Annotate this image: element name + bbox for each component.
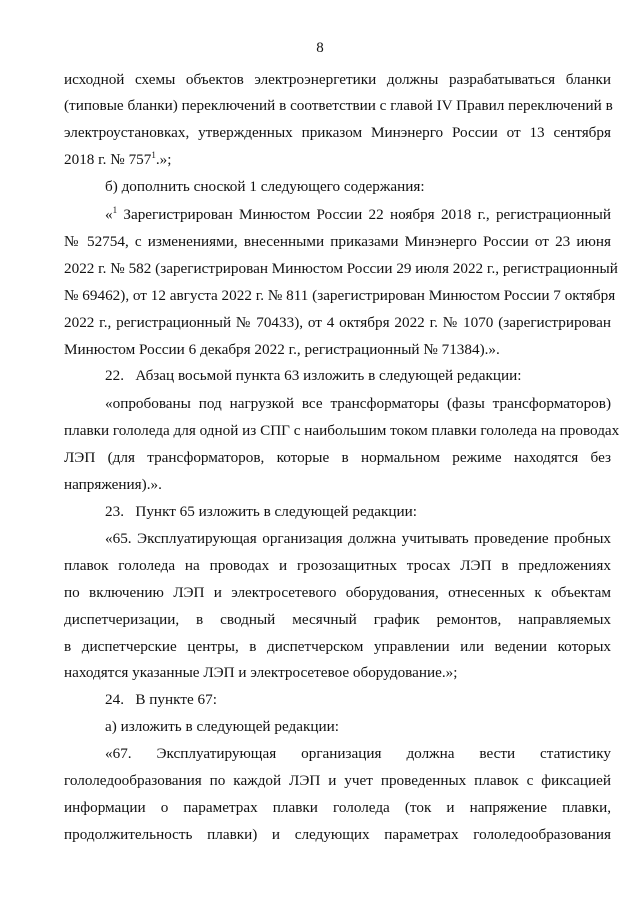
text-line-main: «67. Эксплуатирующая организация должна вести статистику [105, 745, 611, 762]
text-line-tail: .»; [155, 151, 172, 168]
text-line-main: б) дополнить сноской 1 следующего содержания: [105, 178, 425, 195]
text-line-main: № 69462), от 12 августа 2022 г. № 811 (зарегистрирован Минюстом России 7 октября [64, 287, 616, 304]
text-line-main: исходной схемы объектов электроэнергетики должны разрабатываться бланки [64, 71, 611, 88]
text-line-main: в диспетчерские центры, в диспетчерском управлении или ведении которых [64, 638, 611, 655]
text-line-main: Минюстом России 6 декабря 2022 г., регистрационный № 71384).». [64, 341, 500, 358]
text-line [64, 476, 611, 494]
text-line [64, 341, 611, 359]
text-line-main: диспетчеризации, в сводный месячный график ремонтов, направляемых [64, 611, 611, 628]
text-line-main: гололедообразования по каждой ЛЭП и учет проведенных плавок с фиксацией [64, 772, 611, 789]
text-line-main: напряжения).». [64, 476, 162, 493]
text-line [105, 745, 611, 763]
text-line-main: а) изложить в следующей редакции: [105, 718, 339, 735]
text-line-main: 23. Пункт 65 изложить в следующей редакции: [105, 503, 418, 520]
text-line-main: 2022 г. № 582 (зарегистрирован Минюстом России 29 июля 2022 г., регистрационный [64, 260, 618, 277]
text-line-main: плавки гололеда для одной из СПГ с наибольшим током плавки гололеда на проводах [64, 422, 620, 439]
text-line-main: ЛЭП (для трансформаторов, которые в нормальном режиме находятся без [64, 449, 611, 466]
text-line [64, 233, 611, 251]
text-line [64, 799, 611, 817]
text-line [105, 178, 611, 196]
text-line [105, 206, 611, 224]
footnote-marker: 1 [112, 205, 118, 215]
text-line [64, 260, 618, 278]
text-line [105, 503, 611, 521]
text-line-main: по включению ЛЭП и электросетевого оборудования, отнесенных к объектам [64, 584, 611, 601]
text-line [64, 97, 611, 115]
text-line-main: № 52754, с изменениями, внесенными приказами Минэнерго России от 23 июня [64, 233, 611, 250]
text-line-main: 2022 г., регистрационный № 70433), от 4 октября 2022 г. № 1070 (зарегистрирован [64, 314, 611, 331]
text-line-main: «65. Эксплуатирующая организация должна учитывать проведение пробных [105, 530, 611, 547]
text-line [64, 422, 620, 440]
text-line-main: информации о параметрах плавки гололеда (ток и напряжение плавки, [64, 799, 611, 816]
text-line [64, 611, 611, 629]
text-line-main: продолжительность плавки) и следующих параметрах гололедообразования [64, 826, 611, 843]
text-line-main: «опробованы под нагрузкой все трансформаторы (фазы трансформаторов) [105, 395, 611, 412]
text-line [64, 772, 611, 790]
text-line [64, 557, 611, 575]
text-line [64, 124, 611, 142]
text-line [64, 71, 611, 89]
text-line [64, 584, 611, 602]
text-line-main: 22. Абзац восьмой пункта 63 изложить в следующей редакции: [105, 367, 522, 384]
text-line [64, 151, 611, 169]
text-line-main: 2018 г. № 757 [64, 151, 152, 168]
text-line-main: находятся указанные ЛЭП и электросетевое оборудование.»; [64, 664, 458, 681]
footnote-marker: 1 [151, 150, 156, 160]
text-line [64, 314, 611, 332]
text-line [105, 718, 611, 736]
text-line [64, 826, 611, 844]
text-line [64, 664, 611, 682]
page-number: 8 [316, 40, 324, 56]
text-line [105, 395, 611, 413]
text-line [64, 638, 611, 656]
text-line-tail: Зарегистрирован Минюстом России 22 ноября 2018 г., регистрационный [117, 206, 611, 223]
text-line [105, 691, 611, 709]
text-line [64, 449, 611, 467]
text-line [105, 367, 611, 385]
text-line-main: электроустановках, утвержденных приказом Минэнерго России от 13 сентября [64, 124, 611, 141]
text-line [64, 287, 616, 305]
text-line-main: (типовые бланки) переключений в соответствии с главой IV Правил переключений в [64, 97, 613, 114]
text-line-main: плавок гололеда на проводах и грозозащитных тросах ЛЭП в предложениях [64, 557, 611, 574]
text-line-main: « [105, 206, 113, 223]
text-line-main: 24. В пункте 67: [105, 691, 217, 708]
text-line [105, 530, 611, 548]
